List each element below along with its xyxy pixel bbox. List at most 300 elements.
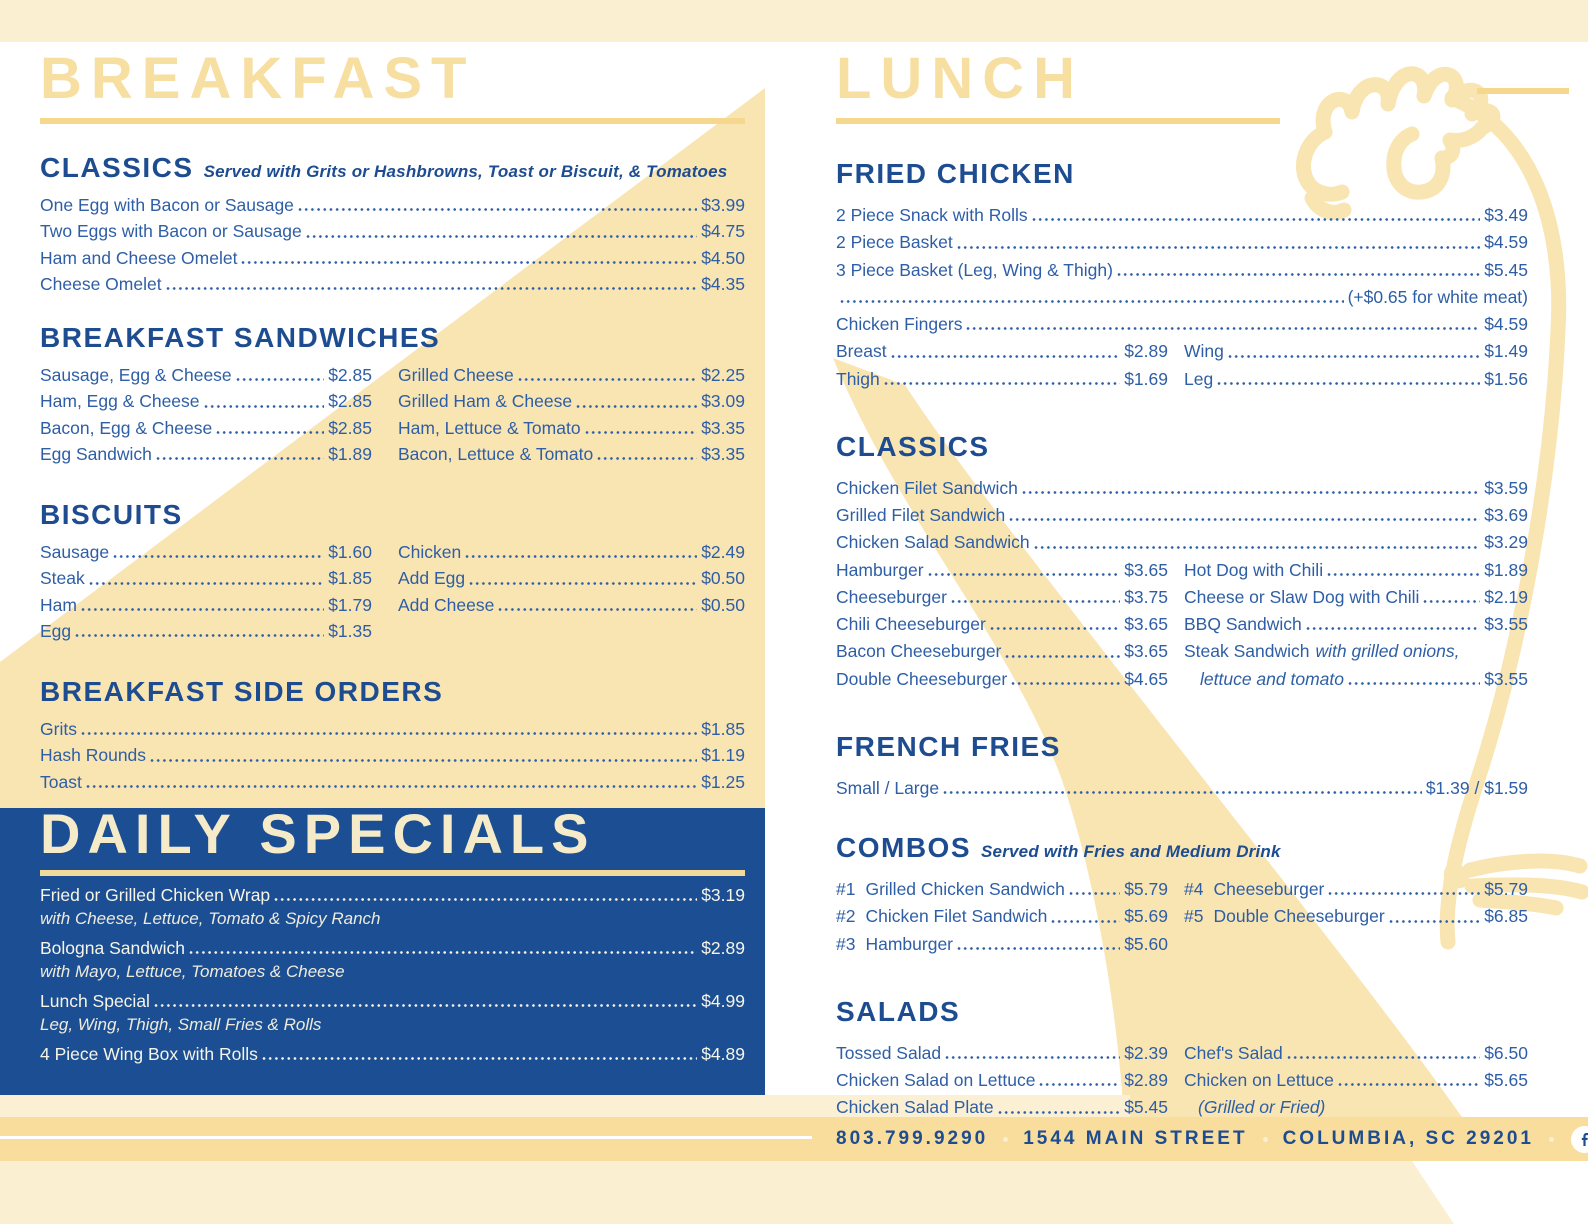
breakfast-column xyxy=(40,46,745,799)
dots-leader xyxy=(1228,355,1480,358)
note-text: (+$0.65 for white meat) xyxy=(1347,286,1528,307)
dots-leader xyxy=(189,951,697,954)
menu-item-row xyxy=(836,779,1528,798)
menu-item-row xyxy=(836,588,1168,607)
item-price: $6.50 xyxy=(1484,1042,1528,1063)
menu-item-row xyxy=(836,1044,1168,1063)
white-meat-note-row xyxy=(836,288,1528,307)
item-price: $1.85 xyxy=(701,719,745,739)
menu-item-row xyxy=(836,261,1528,280)
section-heading: BISCUITS xyxy=(40,499,183,530)
menu-item-row xyxy=(1184,880,1528,899)
item-price: $1.69 xyxy=(1124,368,1168,389)
menu-item-row xyxy=(40,622,372,641)
dots-leader xyxy=(89,582,324,585)
section-biscuits xyxy=(40,501,745,529)
dots-leader xyxy=(1328,892,1480,895)
item-name: Cheese Omelet xyxy=(40,273,162,294)
menu-item-row xyxy=(1184,1071,1528,1090)
item-price: $1.85 xyxy=(328,568,372,589)
menu-item-row xyxy=(836,533,1528,552)
item-name: Bologna Sandwich xyxy=(40,937,185,958)
items-sub-column xyxy=(40,366,372,471)
items-sub-column xyxy=(398,366,745,471)
section-heading: SALADS xyxy=(836,995,961,1027)
item-price: $6.85 xyxy=(1484,906,1528,927)
item-price: $0.50 xyxy=(701,568,745,589)
section-heading: BREAKFAST SANDWICHES xyxy=(40,322,441,353)
item-name: One Egg with Bacon or Sausage xyxy=(40,195,294,215)
menu-item-row xyxy=(836,935,1168,954)
dots-leader xyxy=(1338,1083,1480,1086)
dots-leader xyxy=(840,300,1344,303)
item-name: Cheeseburger xyxy=(1213,879,1325,899)
item-price: $5.60 xyxy=(1124,933,1168,954)
daily-specials-title: DAILY SPECIALS xyxy=(40,802,596,865)
item-price: $3.65 xyxy=(1124,614,1168,634)
item-price: $3.65 xyxy=(1124,641,1168,662)
menu-item-row xyxy=(40,366,372,385)
menu-item-row xyxy=(40,720,745,739)
item-name: Fried or Grilled Chicken Wrap xyxy=(40,885,271,905)
two-column-items xyxy=(836,1044,1528,1126)
dots-leader xyxy=(1306,627,1481,630)
item-price: $2.85 xyxy=(328,365,372,385)
item-name: Ham, Lettuce & Tomato xyxy=(398,417,581,438)
dots-leader xyxy=(1039,1083,1120,1086)
menu-item-row xyxy=(398,392,745,411)
dots-leader xyxy=(1011,682,1120,685)
item-price: $3.09 xyxy=(701,391,745,412)
dots-leader xyxy=(1389,920,1481,923)
item-name: Add Egg xyxy=(398,568,466,589)
items-sub-column xyxy=(836,1044,1168,1126)
dots-leader xyxy=(1327,573,1480,576)
section-heading: BREAKFAST SIDE ORDERS xyxy=(40,676,444,707)
two-column-items xyxy=(836,561,1528,697)
item-description: Leg, Wing, Thigh, Small Fries & Rolls xyxy=(40,1015,322,1035)
items-sub-column xyxy=(1184,1044,1528,1126)
item-name: Chicken Fingers xyxy=(836,314,963,334)
dots-leader xyxy=(1009,518,1480,521)
item-name: Sausage xyxy=(40,542,110,562)
salads-note-row xyxy=(1184,1098,1528,1117)
item-price: $2.25 xyxy=(701,365,745,385)
dots-leader xyxy=(1287,1056,1481,1059)
item-name: Chicken on Lettuce xyxy=(1184,1070,1334,1090)
item-name: Chicken Salad Plate xyxy=(836,1097,994,1118)
dots-leader xyxy=(298,208,697,211)
menu-item-row xyxy=(40,773,745,792)
item-price: $4.99 xyxy=(701,990,745,1011)
menu-item-row xyxy=(1184,588,1528,607)
section-fried-chicken xyxy=(836,160,1528,188)
item-name: Hamburger xyxy=(865,933,954,954)
menu-item-row xyxy=(1184,615,1528,634)
menu-item-row xyxy=(836,1071,1168,1090)
item-price: $2.49 xyxy=(701,542,745,562)
item-price: $5.45 xyxy=(1484,259,1528,280)
items-sub-column xyxy=(40,543,372,648)
item-price: $1.49 xyxy=(1484,341,1528,362)
item-name: Steak Sandwich xyxy=(1184,641,1310,662)
section-breakfast-sides xyxy=(40,678,745,706)
daily-specials-underline xyxy=(40,870,745,876)
section-salads xyxy=(836,995,1528,1027)
item-price: $4.89 xyxy=(701,1043,745,1064)
items-sub-column xyxy=(1184,342,1528,397)
item-name: 2 Piece Snack with Rolls xyxy=(836,205,1028,225)
item-name-italic: with grilled onions, xyxy=(1315,641,1460,662)
menu-item-row xyxy=(836,315,1528,334)
combo-number: #5 xyxy=(1184,906,1204,927)
item-price: $3.35 xyxy=(701,443,745,464)
item-price: $4.75 xyxy=(701,221,745,242)
dots-leader xyxy=(262,1057,697,1060)
dots-leader xyxy=(1032,218,1481,221)
dots-leader xyxy=(951,600,1120,603)
item-price: $3.69 xyxy=(1484,505,1528,525)
dots-leader xyxy=(465,555,697,558)
item-name: Leg xyxy=(1184,368,1214,389)
menu-item-row xyxy=(398,366,745,385)
daily-specials-panel xyxy=(0,802,765,1095)
menu-item-row xyxy=(836,642,1168,661)
section-french-fries xyxy=(836,730,1528,762)
dots-leader xyxy=(1069,892,1120,895)
menu-item-row xyxy=(836,370,1168,389)
item-price: $1.56 xyxy=(1484,368,1528,389)
item-price: $3.55 xyxy=(1484,614,1528,634)
item-name: Toast xyxy=(40,771,82,792)
dots-leader xyxy=(216,431,324,434)
item-price: $4.59 xyxy=(1484,232,1528,253)
item-price: $2.89 xyxy=(1124,1070,1168,1090)
item-name: Hot Dog with Chili xyxy=(1184,559,1324,580)
menu-item-row xyxy=(836,880,1168,899)
dots-leader xyxy=(306,235,698,238)
item-price: $5.65 xyxy=(1484,1070,1528,1090)
dots-leader xyxy=(156,457,324,460)
item-name: 2 Piece Basket xyxy=(836,232,953,253)
item-name-italic: lettuce and tomato xyxy=(1200,668,1344,689)
item-name: Chicken xyxy=(398,542,462,562)
item-name: Sausage, Egg & Cheese xyxy=(40,365,232,385)
menu-item-row xyxy=(40,275,745,294)
social-links xyxy=(1571,1126,1588,1153)
two-column-items xyxy=(40,543,745,648)
item-name: Wing xyxy=(1184,341,1224,362)
item-price: $3.99 xyxy=(701,195,745,215)
dots-leader xyxy=(1117,273,1480,276)
menu-item-row xyxy=(40,419,372,438)
item-price: $1.39 / $1.59 xyxy=(1425,777,1528,798)
lunch-column xyxy=(836,46,1528,1126)
combo-number: #2 xyxy=(836,906,856,927)
menu-item-row xyxy=(1184,1044,1528,1063)
menu-item-row xyxy=(398,445,745,464)
item-name: BBQ Sandwich xyxy=(1184,614,1302,634)
item-name: Chicken Salad Sandwich xyxy=(836,532,1030,553)
item-price: $3.29 xyxy=(1484,532,1528,553)
menu-item-row xyxy=(836,670,1168,689)
section-heading: CLASSICS xyxy=(40,152,194,183)
items-sub-column xyxy=(836,880,1168,962)
dots-leader xyxy=(990,627,1120,630)
dots-leader xyxy=(891,355,1121,358)
item-price: $4.50 xyxy=(701,247,745,268)
item-price: $5.79 xyxy=(1124,879,1168,899)
dots-leader xyxy=(1005,655,1120,658)
footer xyxy=(836,1117,1588,1161)
item-price: $5.45 xyxy=(1124,1097,1168,1118)
item-name: Cheese or Slaw Dog with Chili xyxy=(1184,586,1420,607)
combo-number: #1 xyxy=(836,879,856,899)
item-name: Ham xyxy=(40,594,77,615)
menu-item-row xyxy=(836,206,1528,225)
menu-item-row xyxy=(398,596,745,615)
menu-item-row xyxy=(1184,370,1528,389)
dots-leader xyxy=(597,457,697,460)
two-column-items xyxy=(40,366,745,471)
item-price: $2.89 xyxy=(1124,341,1168,362)
item-name: Chicken Salad on Lettuce xyxy=(836,1070,1036,1090)
items-sub-column xyxy=(1184,561,1528,697)
dots-leader xyxy=(241,261,697,264)
section-lunch-classics xyxy=(836,430,1528,462)
footer-city: COLUMBIA, SC 29201 xyxy=(1282,1128,1535,1149)
separator-dot xyxy=(1263,1137,1268,1142)
item-price: $2.89 xyxy=(701,937,745,958)
item-price: $3.75 xyxy=(1124,586,1168,607)
item-price: $1.19 xyxy=(701,745,745,766)
dots-leader xyxy=(966,327,1480,330)
section-heading: FRIED CHICKEN xyxy=(836,158,1075,189)
dots-leader xyxy=(1022,491,1480,494)
dots-leader xyxy=(81,608,324,611)
section-subtitle: Served with Fries and Medium Drink xyxy=(981,842,1281,861)
menu-item-row xyxy=(1184,907,1528,926)
dots-leader xyxy=(1423,600,1480,603)
item-price: $3.59 xyxy=(1484,477,1528,498)
combo-number: #3 xyxy=(836,933,856,954)
dots-leader xyxy=(518,378,697,381)
dots-leader xyxy=(150,759,697,762)
item-price: $1.35 xyxy=(328,620,372,641)
item-name: Hamburger xyxy=(836,559,924,580)
item-name: Small / Large xyxy=(836,777,940,798)
item-name: Grilled Ham & Cheese xyxy=(398,391,573,412)
dots-leader xyxy=(585,431,698,434)
item-name: Double Cheeseburger xyxy=(836,668,1008,689)
dots-leader xyxy=(943,791,1422,794)
item-price: $2.85 xyxy=(328,391,372,412)
item-name: Grilled Cheese xyxy=(398,365,514,385)
section-breakfast-classics xyxy=(40,154,745,182)
menu-item-row xyxy=(398,569,745,588)
item-price: $5.79 xyxy=(1484,879,1528,899)
lunch-title-underline xyxy=(836,118,1280,124)
item-price: $1.89 xyxy=(1484,559,1528,580)
items-sub-column xyxy=(1184,880,1528,962)
menu-item-row xyxy=(40,596,372,615)
breakfast-title: BREAKFAST xyxy=(40,46,476,111)
item-price: $2.19 xyxy=(1484,586,1528,607)
dots-leader xyxy=(945,1056,1120,1059)
menu-item-row xyxy=(40,939,745,958)
dots-leader xyxy=(576,405,697,408)
item-price: $0.50 xyxy=(701,594,745,615)
section-heading: FRENCH FRIES xyxy=(836,730,1061,762)
item-price: $1.79 xyxy=(328,594,372,615)
item-name: Grilled Chicken Sandwich xyxy=(865,879,1065,899)
dots-leader xyxy=(81,732,697,735)
menu-item-row xyxy=(40,249,745,268)
menu-item-row xyxy=(836,1098,1168,1117)
item-name: Hash Rounds xyxy=(40,745,147,766)
dots-leader xyxy=(884,382,1120,385)
item-price: $1.89 xyxy=(328,443,372,464)
item-price: $3.65 xyxy=(1124,559,1168,580)
item-price: $3.19 xyxy=(701,885,745,905)
menu-item-row xyxy=(40,1045,745,1064)
item-name: 3 Piece Basket (Leg, Wing & Thigh) xyxy=(836,259,1113,280)
combo-number: #4 xyxy=(1184,879,1204,899)
item-name: Cheeseburger xyxy=(836,586,947,607)
menu-item-row xyxy=(40,445,372,464)
item-name: Chicken Filet Sandwich xyxy=(865,906,1048,927)
menu-item-row xyxy=(40,746,745,765)
item-name: Bacon Cheeseburger xyxy=(836,641,1002,662)
dots-leader xyxy=(498,608,697,611)
menu-item-row xyxy=(836,615,1168,634)
menu-item-row-steak-continuation xyxy=(1184,670,1528,689)
item-name: Bacon, Egg & Cheese xyxy=(40,417,213,438)
footer-phone: 803.799.9290 xyxy=(836,1128,989,1149)
section-combos xyxy=(836,834,1528,862)
item-name: Breast xyxy=(836,341,887,362)
footer-white-rule xyxy=(0,1136,812,1139)
dots-leader xyxy=(166,287,698,290)
two-column-items xyxy=(836,342,1528,397)
item-name: Grits xyxy=(40,719,77,739)
menu-item-row xyxy=(40,569,372,588)
dots-leader xyxy=(1348,682,1480,685)
menu-item-row-steak-sandwich xyxy=(1184,642,1528,661)
item-name: Double Cheeseburger xyxy=(1213,906,1385,927)
breakfast-title-underline xyxy=(40,118,745,124)
item-description: with Cheese, Lettuce, Tomato & Spicy Ranch xyxy=(40,909,381,929)
item-price: $4.59 xyxy=(1484,314,1528,334)
item-name: Egg Sandwich xyxy=(40,443,152,464)
menu-item-row xyxy=(836,233,1528,252)
menu-item-row xyxy=(836,561,1168,580)
menu-item-row xyxy=(398,419,745,438)
items-sub-column xyxy=(836,342,1168,397)
dots-leader xyxy=(154,1004,697,1007)
item-price: $2.39 xyxy=(1124,1042,1168,1063)
item-price: $5.69 xyxy=(1124,906,1168,927)
dots-leader xyxy=(469,582,697,585)
separator-dot xyxy=(1003,1137,1008,1142)
dots-leader xyxy=(1051,920,1120,923)
dots-leader xyxy=(236,378,325,381)
item-name: Chicken Filet Sandwich xyxy=(836,477,1018,498)
section-heading: CLASSICS xyxy=(836,430,990,462)
footer-street: 1544 MAIN STREET xyxy=(1023,1128,1248,1149)
grilled-or-fried-note: (Grilled or Fried) xyxy=(1198,1097,1326,1118)
dots-leader xyxy=(957,246,1480,249)
item-name: Tossed Salad xyxy=(836,1042,942,1063)
dots-leader xyxy=(274,898,697,901)
menu-item-row xyxy=(40,992,745,1011)
item-price: $3.55 xyxy=(1484,668,1528,689)
item-name: Chef's Salad xyxy=(1184,1042,1283,1063)
dots-leader xyxy=(1034,546,1481,549)
dots-leader xyxy=(86,785,697,788)
item-name: Steak xyxy=(40,568,85,589)
facebook-icon[interactable] xyxy=(1571,1126,1588,1153)
item-name: 4 Piece Wing Box with Rolls xyxy=(40,1043,258,1064)
item-price: $4.35 xyxy=(701,273,745,294)
menu-item-row xyxy=(836,506,1528,525)
item-name: Egg xyxy=(40,620,72,641)
item-price: $1.60 xyxy=(328,542,372,562)
menu-item-row xyxy=(40,196,745,215)
section-heading: COMBOS xyxy=(836,832,971,863)
menu-item-row xyxy=(836,907,1168,926)
item-name: Lunch Special xyxy=(40,990,150,1011)
menu-item-row xyxy=(1184,561,1528,580)
menu-item-row xyxy=(40,886,745,905)
items-sub-column xyxy=(836,561,1168,697)
item-price: $1.25 xyxy=(701,771,745,792)
items-sub-column xyxy=(398,543,745,648)
dots-leader xyxy=(928,573,1121,576)
menu-item-row xyxy=(40,543,372,562)
item-name: Thigh xyxy=(836,368,880,389)
section-subtitle: Served with Grits or Hashbrowns, Toast or Biscuit, & Tomatoes xyxy=(203,162,728,181)
two-column-items xyxy=(836,880,1528,962)
menu-item-row xyxy=(1184,342,1528,361)
dots-leader xyxy=(1217,382,1480,385)
item-name: Grilled Filet Sandwich xyxy=(836,505,1006,525)
dots-leader xyxy=(998,1111,1121,1114)
dots-leader xyxy=(75,634,324,637)
item-description: with Mayo, Lettuce, Tomatoes & Cheese xyxy=(40,962,345,982)
item-name: Two Eggs with Bacon or Sausage xyxy=(40,221,302,242)
item-name: Bacon, Lettuce & Tomato xyxy=(398,443,594,464)
item-name: Ham, Egg & Cheese xyxy=(40,391,200,412)
dots-leader xyxy=(113,555,324,558)
separator-dot xyxy=(1549,1137,1554,1142)
menu-item-row xyxy=(836,342,1168,361)
menu-item-row xyxy=(836,479,1528,498)
item-name: Ham and Cheese Omelet xyxy=(40,247,238,268)
item-price: $4.65 xyxy=(1124,668,1168,689)
dots-leader xyxy=(957,947,1120,950)
item-name: Chili Cheeseburger xyxy=(836,614,986,634)
dots-leader xyxy=(204,405,325,408)
item-name: Add Cheese xyxy=(398,594,495,615)
menu-item-row xyxy=(40,392,372,411)
lunch-title: LUNCH xyxy=(836,46,1084,111)
item-price: $2.85 xyxy=(328,417,372,438)
section-breakfast-sandwiches xyxy=(40,324,745,352)
menu-item-row xyxy=(40,222,745,241)
item-price: $3.49 xyxy=(1484,205,1528,225)
item-price: $3.35 xyxy=(701,417,745,438)
